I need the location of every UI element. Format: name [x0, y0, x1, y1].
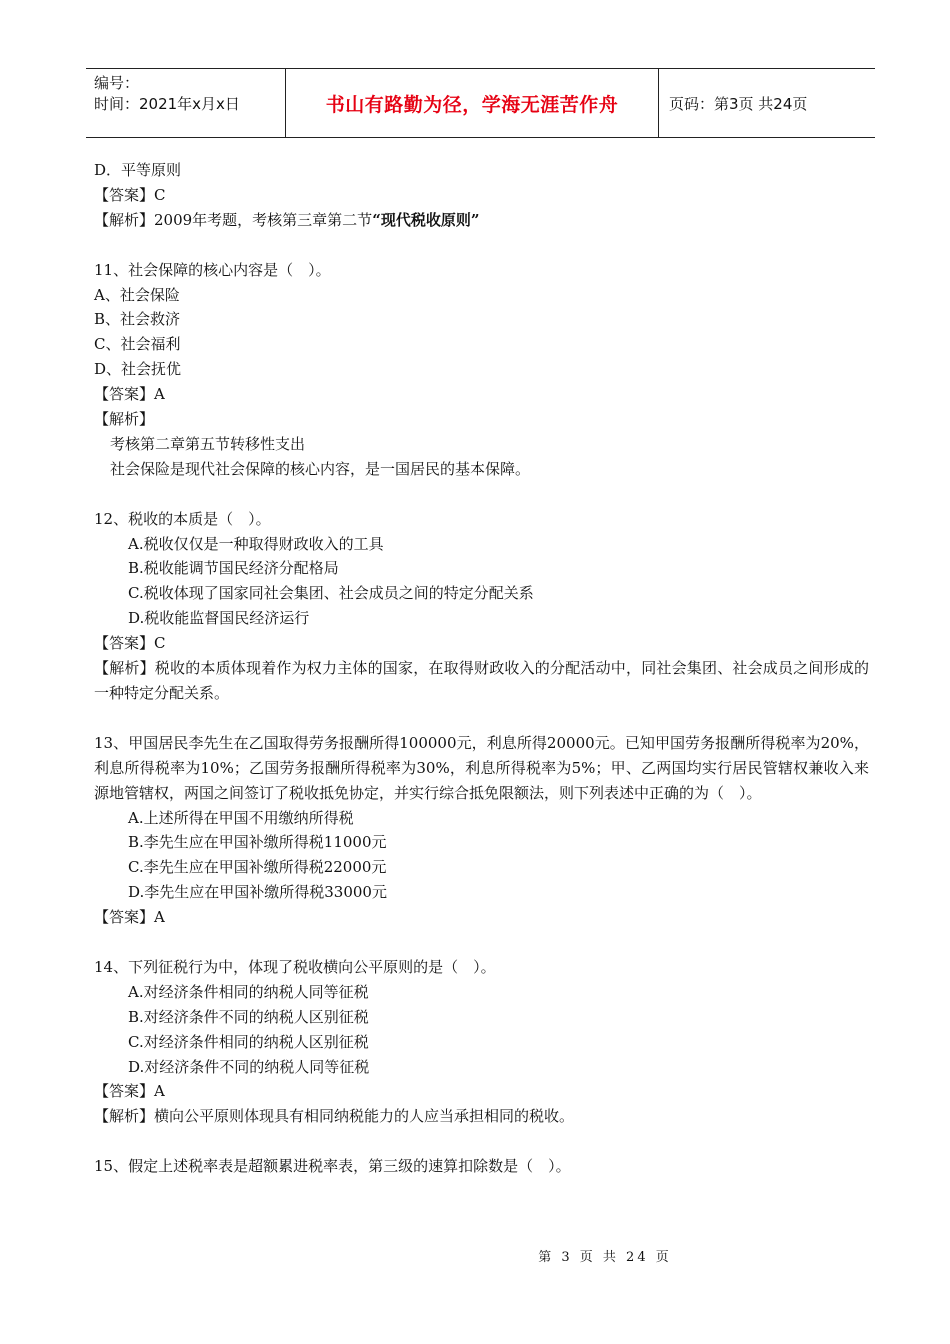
- q14-option-b: B.对经济条件不同的纳税人区别征税: [128, 1007, 369, 1026]
- q11-question: 11、社会保障的核心内容是（ ）。: [94, 260, 331, 279]
- document-body: [94, 158, 869, 1179]
- q14-question: 14、下列征税行为中，体现了税收横向公平原则的是（ ）。: [94, 957, 496, 976]
- header-info: [86, 69, 286, 137]
- q14-answer: 【答案】A: [94, 1082, 165, 1101]
- q13-option-c: C.李先生应在甲国补缴所得税22000元: [128, 858, 387, 877]
- header-motto: 书山有路勤为径，学海无涯苦作舟: [286, 69, 659, 137]
- q15-question: 15、假定上述税率表是超额累进税率表，第三级的速算扣除数是（ ）。: [94, 1157, 571, 1176]
- q13-option-a: A.上述所得在甲国不用缴纳所得税: [128, 808, 354, 827]
- q11-option-b: B、社会救济: [94, 310, 181, 329]
- q11-option-d: D、社会抚优: [94, 360, 182, 379]
- q13-option-d: D.李先生应在甲国补缴所得税33000元: [128, 883, 387, 902]
- number-label: 编号：: [94, 74, 140, 92]
- q13-question: 13、甲国居民李先生在乙国取得劳务报酬所得100000元，利息所得20000元。已知甲国劳务报酬所得税率为20%，利息所得税率为10%；乙国劳务报酬所得税率为30%，利息所得税率为5%；甲、乙两国均实行居民管辖权兼收入来源地管辖权，两国之间签订了税收抵免协定，并实行综合抵免限额法，则下列表述中正确的为（ ）。: [94, 733, 869, 802]
- q11-option-a: A、社会保险: [94, 285, 180, 304]
- q10-analysis-text: 【解析】2009年考题，考核第三章第二节: [94, 210, 373, 229]
- time-label: 时间：2021年x月x日: [94, 95, 240, 113]
- page-header: [86, 68, 875, 138]
- q13-option-b: B.李先生应在甲国补缴所得税11000元: [128, 833, 387, 852]
- q11-analysis-line-2: 社会保险是现代社会保障的核心内容，是一国居民的基本保障。: [110, 459, 531, 478]
- q14-option-c: C.对经济条件相同的纳税人区别征税: [128, 1032, 369, 1051]
- q12-option-c: C.税收体现了国家同社会集团、社会成员之间的特定分配关系: [128, 584, 534, 603]
- q12-analysis: 【解析】税收的本质体现着作为权力主体的国家，在取得财政收入的分配活动中，同社会集团、社会成员之间形成的一种特定分配关系。: [94, 659, 869, 702]
- q13-answer: 【答案】A: [94, 908, 165, 927]
- q12-question: 12、税收的本质是（ ）。: [94, 509, 271, 528]
- q10-analysis-bold: “现代税收原则”: [372, 210, 480, 229]
- q14-analysis: 【解析】横向公平原则体现具有相同纳税能力的人应当承担相同的税收。: [94, 1107, 575, 1126]
- q10-answer: 【答案】C: [94, 185, 166, 204]
- q14-option-d: D.对经济条件不同的纳税人同等征税: [128, 1057, 370, 1076]
- q11-answer: 【答案】A: [94, 385, 165, 404]
- q10-analysis: [94, 208, 869, 233]
- q12-option-d: D.税收能监督国民经济运行: [128, 609, 310, 628]
- q11-analysis-label: 【解析】: [94, 410, 155, 429]
- header-page-label: 页码：第3页 共24页: [669, 94, 808, 113]
- q12-option-a: A.税收仅仅是一种取得财政收入的工具: [128, 534, 384, 553]
- page-footer: 第 3 页 共 24 页: [538, 1250, 672, 1265]
- q11-analysis-line-1: 考核第二章第五节转移性支出: [110, 434, 306, 453]
- q12-answer: 【答案】C: [94, 634, 166, 653]
- q14-option-a: A.对经济条件相同的纳税人同等征税: [128, 982, 369, 1001]
- q10-option-d: D．平等原则: [94, 161, 182, 179]
- q12-option-b: B.税收能调节国民经济分配格局: [128, 559, 339, 578]
- q11-option-c: C、社会福利: [94, 335, 181, 354]
